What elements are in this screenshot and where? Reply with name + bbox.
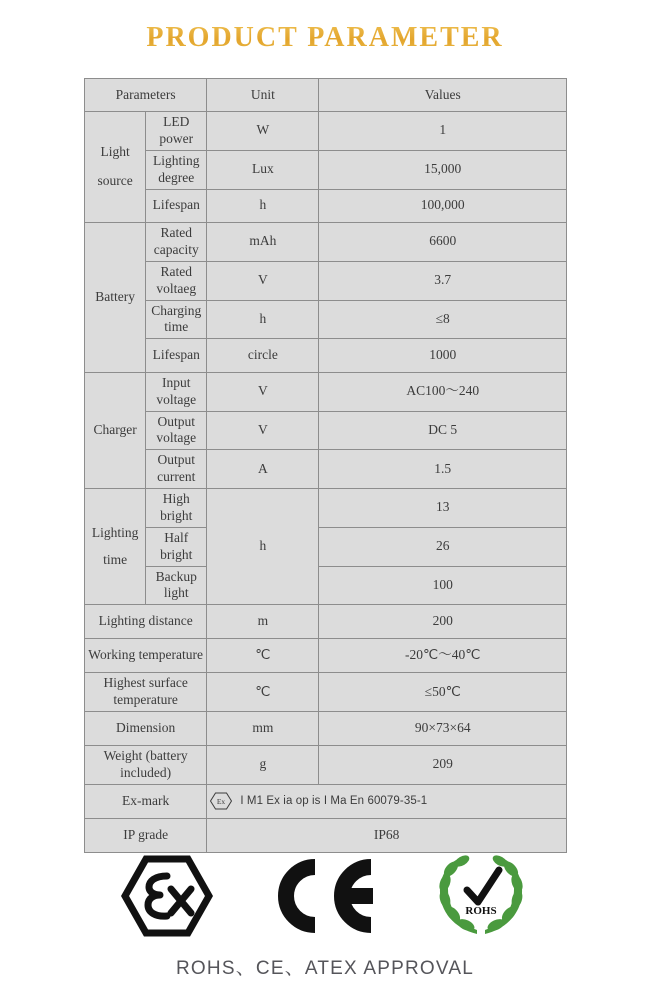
param-unit: V <box>207 261 319 300</box>
param-name: Lighting degree <box>146 150 207 189</box>
category-line: Lighting <box>91 524 139 540</box>
table-row <box>85 450 567 489</box>
table-row <box>85 150 567 189</box>
category-charger: Charger <box>85 372 146 488</box>
header-parameters: Parameters <box>85 79 207 112</box>
param-value: 6600 <box>319 223 567 262</box>
table-header-row <box>85 79 567 112</box>
table-row <box>85 411 567 450</box>
table-row <box>85 223 567 262</box>
param-unit: V <box>207 372 319 411</box>
rohs-logo <box>433 852 529 940</box>
certification-logos <box>0 852 650 940</box>
table-row <box>85 372 567 411</box>
table-row <box>85 189 567 223</box>
category-line: Light <box>100 144 130 160</box>
table-row <box>85 605 567 639</box>
param-value: 1.5 <box>319 450 567 489</box>
param-name: Backup light <box>146 566 207 605</box>
param-value: 1 <box>319 112 567 151</box>
table-row <box>85 261 567 300</box>
param-value: 15,000 <box>319 150 567 189</box>
category-line: time <box>103 551 128 567</box>
param-value: 90×73×64 <box>319 712 567 746</box>
category-lighting-time <box>85 489 146 605</box>
param-value: -20℃〜40℃ <box>319 639 567 673</box>
category-battery: Battery <box>85 223 146 373</box>
param-value: 100,000 <box>319 189 567 223</box>
table-row <box>85 746 567 785</box>
table-row <box>85 300 567 339</box>
atex-hexagon-icon <box>121 855 213 937</box>
title-section <box>0 0 650 54</box>
table-row <box>85 339 567 373</box>
param-unit: A <box>207 450 319 489</box>
category-light-source <box>85 112 146 223</box>
param-name: Output current <box>146 450 207 489</box>
param-name: LED power <box>146 112 207 151</box>
table-row-ip <box>85 818 567 852</box>
table-row-exmark <box>85 784 567 818</box>
param-name: Output voltage <box>146 411 207 450</box>
param-unit: ℃ <box>207 673 319 712</box>
param-value: 100 <box>319 566 567 605</box>
param-name: Lighting distance <box>85 605 207 639</box>
ex-hexagon-icon <box>210 792 232 810</box>
param-unit: Lux <box>207 150 319 189</box>
table-row <box>85 712 567 746</box>
param-unit: mAh <box>207 223 319 262</box>
param-name: High bright <box>146 489 207 528</box>
param-name: Rated capacity <box>146 223 207 262</box>
param-unit: circle <box>207 339 319 373</box>
param-unit: ℃ <box>207 639 319 673</box>
param-name: Lifespan <box>146 339 207 373</box>
param-value: AC100〜240 <box>319 372 567 411</box>
param-name: Ex-mark <box>85 784 207 818</box>
param-unit: g <box>207 746 319 785</box>
header-values: Values <box>319 79 567 112</box>
svg-text:Ex: Ex <box>217 797 226 807</box>
table-row <box>85 489 567 528</box>
param-unit: V <box>207 411 319 450</box>
param-value: ≤50℃ <box>319 673 567 712</box>
param-name: Charging time <box>146 300 207 339</box>
atex-ex-logo <box>121 855 213 937</box>
param-value: DC 5 <box>319 411 567 450</box>
ce-mark-icon <box>271 857 375 935</box>
param-name: Working temperature <box>85 639 207 673</box>
table-row <box>85 112 567 151</box>
exmark-value-cell <box>207 784 567 818</box>
param-unit: m <box>207 605 319 639</box>
table-row <box>85 639 567 673</box>
param-value: IP68 <box>207 818 567 852</box>
param-name: IP grade <box>85 818 207 852</box>
param-unit: mm <box>207 712 319 746</box>
table-row <box>85 673 567 712</box>
header-unit: Unit <box>207 79 319 112</box>
shared-unit-lighting-time: h <box>207 489 319 605</box>
exmark-text: I M1 Ex ia op is I Ma En 60079-35-1 <box>240 795 428 808</box>
category-line: source <box>97 173 133 188</box>
product-parameter-table <box>84 78 567 853</box>
param-name: Highest surface temperature <box>85 673 207 712</box>
param-name: Half bright <box>146 527 207 566</box>
param-unit: h <box>207 300 319 339</box>
ce-mark-logo <box>271 857 375 935</box>
spec-table-wrapper <box>84 78 567 853</box>
param-value: 3.7 <box>319 261 567 300</box>
param-name: Dimension <box>85 712 207 746</box>
param-unit: W <box>207 112 319 151</box>
param-value: 200 <box>319 605 567 639</box>
rohs-laurel-icon <box>433 852 529 940</box>
param-name: Input voltage <box>146 372 207 411</box>
table-row <box>85 527 567 566</box>
param-unit: h <box>207 189 319 223</box>
param-value: ≤8 <box>319 300 567 339</box>
param-value: 209 <box>319 746 567 785</box>
param-name: Lifespan <box>146 189 207 223</box>
page-title: PRODUCT PARAMETER <box>146 22 504 53</box>
param-name: Rated voltaeg <box>146 261 207 300</box>
param-value: 13 <box>319 489 567 528</box>
param-name: Weight (battery included) <box>85 746 207 785</box>
rohs-label: ROHS <box>465 905 497 917</box>
certification-footer-text: ROHS、CE、ATEX APPROVAL <box>176 958 474 979</box>
param-value: 26 <box>319 527 567 566</box>
table-row <box>85 566 567 605</box>
param-value: 1000 <box>319 339 567 373</box>
